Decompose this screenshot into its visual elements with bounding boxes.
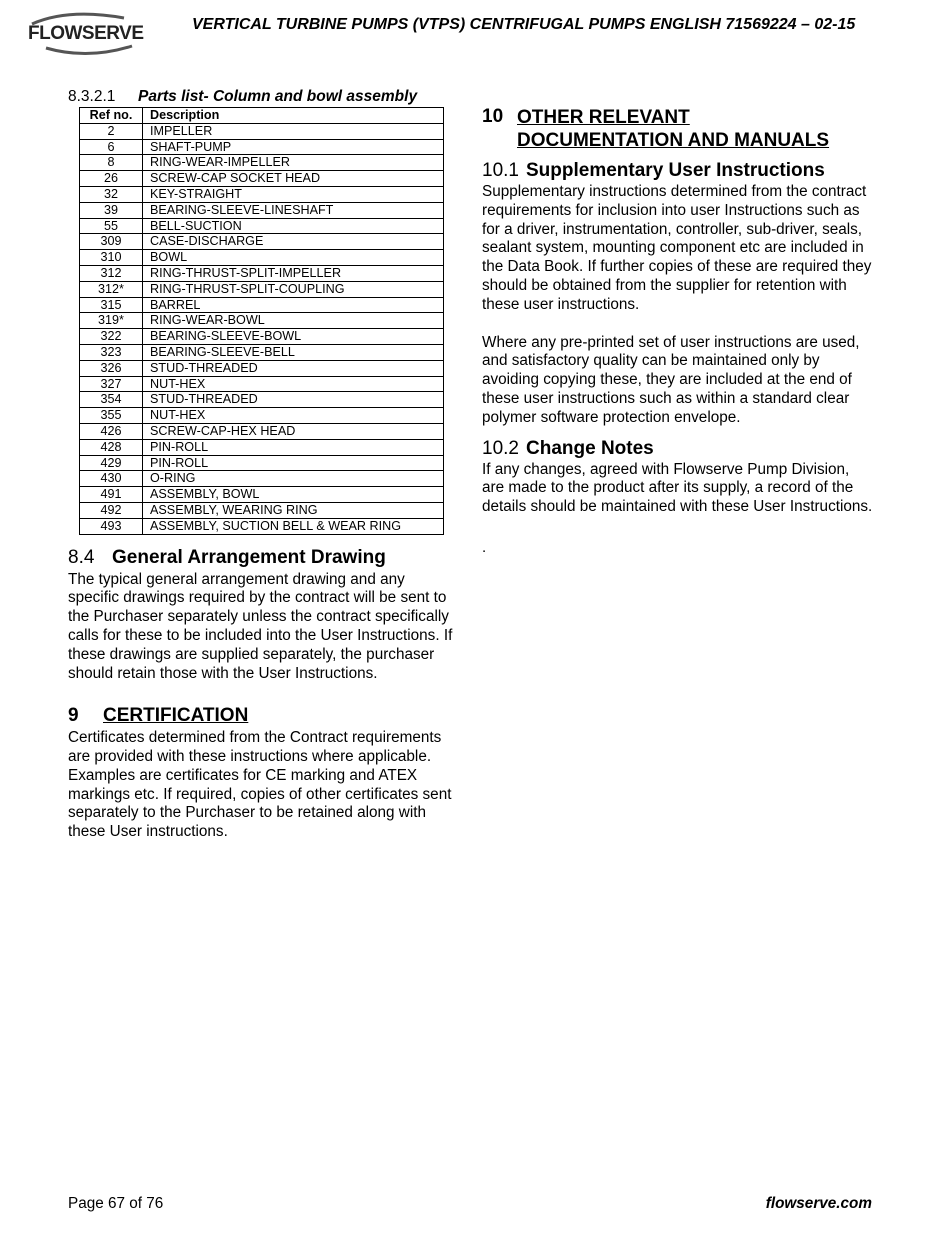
table-row	[80, 439, 444, 455]
table-row	[80, 123, 444, 139]
ref-column-header: Ref no.	[80, 108, 143, 124]
table-row	[80, 487, 444, 503]
parts-table-header-row	[80, 108, 444, 124]
page-number: Page 67 of 76	[68, 1195, 164, 1212]
parts-list-title: Parts list- Column and bowl assembly	[138, 88, 418, 105]
description-cell: IMPELLER	[143, 123, 444, 139]
ref-cell: 315	[80, 297, 143, 313]
change-notes-number: 10.2	[482, 437, 519, 459]
description-cell: RING-WEAR-BOWL	[143, 313, 444, 329]
table-row	[80, 265, 444, 281]
description-cell: SHAFT-PUMP	[143, 139, 444, 155]
description-cell: ASSEMBLY, BOWL	[143, 487, 444, 503]
supplementary-body-2: Where any pre-printed set of user instructions are used, and satisfactory quality can be maintained only by avoiding copying these, they are included at the end of these user instructions such as within a standard clear polymer software protection envelope.	[482, 333, 860, 426]
documentation-title-line2: DOCUMENTATION AND MANUALS	[517, 130, 830, 151]
table-row	[80, 376, 444, 392]
table-row	[80, 518, 444, 534]
table-row	[80, 186, 444, 202]
description-cell: SCREW-CAP-HEX HEAD	[143, 423, 444, 439]
description-cell: O-RING	[143, 471, 444, 487]
description-cell: SCREW-CAP SOCKET HEAD	[143, 171, 444, 187]
left-column	[68, 88, 458, 842]
right-column	[482, 106, 874, 556]
certification-number: 9	[68, 705, 79, 727]
table-row	[80, 171, 444, 187]
description-cell: KEY-STRAIGHT	[143, 186, 444, 202]
ga-heading	[68, 547, 458, 569]
description-cell: PIN-ROLL	[143, 455, 444, 471]
ref-cell: 2	[80, 123, 143, 139]
ref-cell: 492	[80, 502, 143, 518]
ref-cell: 55	[80, 218, 143, 234]
description-cell: BELL-SUCTION	[143, 218, 444, 234]
table-row	[80, 455, 444, 471]
supplementary-body-1: Supplementary instructions determined from the contract requirements for inclusion into user Instructions such as for a driver, instrumentation, controller, sub-driver, seals, sealant system, mounting component etc are included in the Data Book. If further copies of these are required they should be obtained from the supplier for retention with these user instructions.	[482, 183, 872, 313]
parts-table	[79, 107, 444, 535]
ga-body: The typical general arrangement drawing and any specific drawings required by the contract will be sent to the Purchaser separately unless the contract specifically calls for these to be included into the User Instructions. If these drawings are supplied separately, the purchaser should retain those with the User Instructions.	[68, 570, 453, 682]
logo-text: FLOWSERVE	[28, 23, 144, 44]
description-cell: BOWL	[143, 250, 444, 266]
table-row	[80, 408, 444, 424]
description-cell: BEARING-SLEEVE-BOWL	[143, 329, 444, 345]
description-cell: STUD-THREADED	[143, 360, 444, 376]
ref-cell: 354	[80, 392, 143, 408]
table-row	[80, 218, 444, 234]
flowserve-logo	[28, 10, 144, 56]
header-title: VERTICAL TURBINE PUMPS (VTPS) CENTRIFUGAL PUMPS ENGLISH 71569224 – 02-15	[192, 16, 856, 33]
description-cell: NUT-HEX	[143, 408, 444, 424]
ref-cell: 428	[80, 439, 143, 455]
table-row	[80, 250, 444, 266]
ref-cell: 323	[80, 344, 143, 360]
parts-table-body	[80, 123, 444, 534]
table-row	[80, 502, 444, 518]
ref-cell: 8	[80, 155, 143, 171]
table-row	[80, 392, 444, 408]
certification-body: Certificates determined from the Contract requirements are provided with these instructions where applicable. Examples are certificates for CE marking and ATEX markings etc. If required, copies of other certificates sent separately to the Purchaser to be retained along with these User instructions.	[68, 729, 452, 841]
ref-cell: 319*	[80, 313, 143, 329]
ref-cell: 491	[80, 487, 143, 503]
table-row	[80, 202, 444, 218]
supplementary-number: 10.1	[482, 160, 519, 181]
parts-list-number: 8.3.2.1	[68, 88, 116, 105]
description-cell: CASE-DISCHARGE	[143, 234, 444, 250]
table-row	[80, 297, 444, 313]
supplementary-heading	[482, 160, 874, 182]
table-row	[80, 329, 444, 345]
supplementary-title: Supplementary User Instructions	[526, 160, 825, 181]
description-cell: BEARING-SLEEVE-BELL	[143, 344, 444, 360]
ref-cell: 355	[80, 408, 143, 424]
certification-title: CERTIFICATION	[103, 705, 249, 727]
ref-cell: 429	[80, 455, 143, 471]
footer-website: flowserve.com	[765, 1195, 872, 1212]
certification-heading	[68, 705, 458, 727]
ref-cell: 6	[80, 139, 143, 155]
ref-cell: 309	[80, 234, 143, 250]
ref-cell: 430	[80, 471, 143, 487]
ref-cell: 327	[80, 376, 143, 392]
change-notes-title: Change Notes	[526, 437, 654, 459]
ref-cell: 426	[80, 423, 143, 439]
description-cell: RING-THRUST-SPLIT-IMPELLER	[143, 265, 444, 281]
documentation-title	[517, 106, 829, 152]
description-cell: STUD-THREADED	[143, 392, 444, 408]
parts-list-heading	[68, 88, 458, 106]
table-row	[80, 344, 444, 360]
table-row	[80, 471, 444, 487]
ref-cell: 322	[80, 329, 143, 345]
ref-cell: 32	[80, 186, 143, 202]
table-row	[80, 313, 444, 329]
documentation-number: 10	[482, 106, 504, 127]
table-row	[80, 360, 444, 376]
description-cell: BEARING-SLEEVE-LINESHAFT	[143, 202, 444, 218]
change-notes-body: If any changes, agreed with Flowserve Pump Division, are made to the product after its supply, a record of the details should be maintained with these User Instructions.	[482, 460, 873, 516]
ref-cell: 312*	[80, 281, 143, 297]
ga-title: General Arrangement Drawing	[112, 546, 386, 568]
ref-cell: 26	[80, 171, 143, 187]
ga-number: 8.4	[68, 546, 95, 568]
documentation-title-line1: OTHER RELEVANT	[517, 107, 690, 128]
description-cell: NUT-HEX	[143, 376, 444, 392]
table-row	[80, 234, 444, 250]
ref-cell: 39	[80, 202, 143, 218]
documentation-heading	[482, 106, 874, 152]
description-cell: ASSEMBLY, WEARING RING	[143, 502, 444, 518]
table-row	[80, 423, 444, 439]
ref-cell: 310	[80, 250, 143, 266]
ref-cell: 326	[80, 360, 143, 376]
ref-cell: 312	[80, 265, 143, 281]
table-row	[80, 139, 444, 155]
description-column-header: Description	[143, 108, 444, 124]
description-cell: ASSEMBLY, SUCTION BELL & WEAR RING	[143, 518, 444, 534]
table-row	[80, 155, 444, 171]
change-notes-heading	[482, 438, 874, 460]
description-cell: RING-WEAR-IMPELLER	[143, 155, 444, 171]
ref-cell: 493	[80, 518, 143, 534]
table-row	[80, 281, 444, 297]
description-cell: PIN-ROLL	[143, 439, 444, 455]
description-cell: RING-THRUST-SPLIT-COUPLING	[143, 281, 444, 297]
trailing-period: .	[482, 538, 487, 556]
description-cell: BARREL	[143, 297, 444, 313]
